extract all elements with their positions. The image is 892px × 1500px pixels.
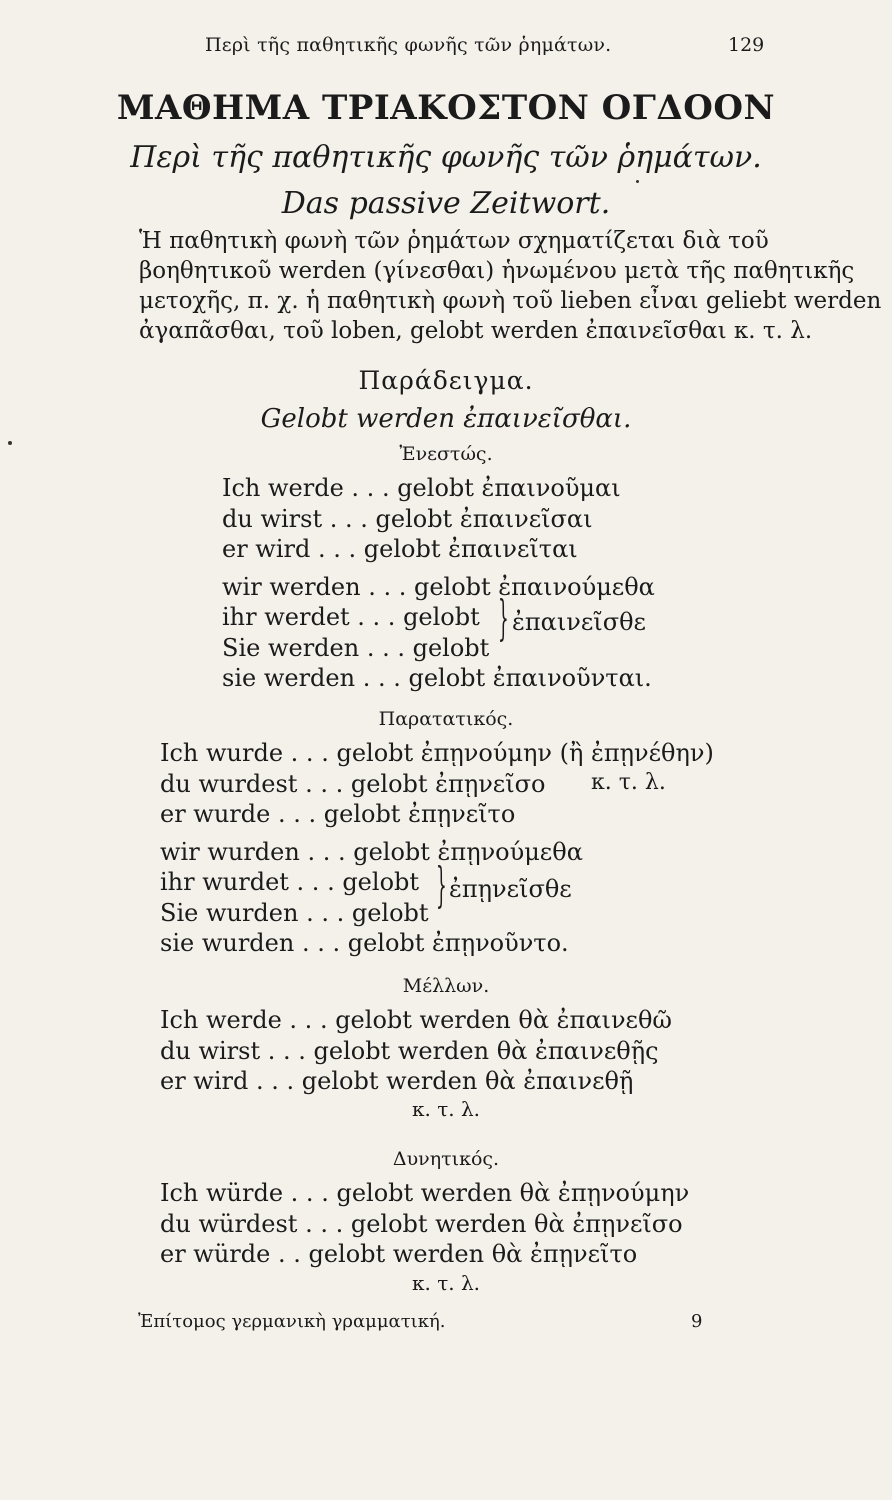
conj-line: er wird . . . gelobt werden θὰ ἐπαινεθῇ bbox=[160, 1067, 634, 1095]
mellon-block bbox=[160, 1005, 672, 1097]
paratatikos-heading: Παρατατικός. bbox=[378, 708, 514, 730]
conj-line: Ich werde . . . gelobt ἐπαινοῦμαι bbox=[222, 474, 621, 502]
bracket-form-enestos: ἐπαινεῖσθε bbox=[512, 608, 646, 636]
mellon-etc: κ. τ. λ. bbox=[411, 1097, 481, 1121]
subtitle-greek: Περὶ τῆς παθητικῆς φωνῆς τῶν ῥημάτων. bbox=[130, 140, 762, 175]
conj-line: wir wurden . . . gelobt ἐπῃνούμεθα bbox=[160, 837, 583, 866]
dynetikos-etc: κ. τ. λ. bbox=[411, 1271, 481, 1295]
conj-line: wir werden . . . gelobt ἐπαινούμεθα bbox=[222, 572, 655, 601]
ink-speck bbox=[636, 180, 639, 183]
mellon-heading: Μέλλων. bbox=[402, 975, 490, 997]
conj-line: du wurdest . . . gelobt ἐπῃνεῖσο bbox=[160, 769, 546, 798]
conj-line: sie wurden . . . gelobt ἐπῃνοῦντο. bbox=[160, 929, 569, 957]
example-heading: Gelobt werden ἐπαινεῖσθαι. bbox=[260, 404, 632, 434]
dynetikos-heading: Δυνητικός. bbox=[392, 1148, 500, 1170]
conj-line: Sie wurden . . . gelobt bbox=[160, 898, 429, 927]
conj-line: du wirst . . . gelobt ἐπαινεῖσαι bbox=[222, 504, 593, 533]
conj-line: du würdest . . . gelobt werden θὰ ἐπῃνεῖσο bbox=[160, 1209, 683, 1238]
brace-paratatikos: } bbox=[436, 857, 447, 913]
conj-line: Ich würde . . . gelobt werden θὰ ἐπῃνούμην bbox=[160, 1179, 690, 1207]
running-head: Περὶ τῆς παθητικῆς φωνῆς τῶν ῥημάτων. bbox=[205, 34, 612, 56]
conj-line: Sie werden . . . gelobt bbox=[222, 633, 490, 662]
intro-line: Ἡ παθητικὴ φωνὴ τῶν ῥημάτων σχηματίζεται διὰ τοῦ bbox=[139, 228, 769, 254]
conj-line: ihr wurdet . . . gelobt bbox=[160, 868, 420, 896]
lesson-title: ΜΑΘΗΜΑ ΤΡΙΑΚΟΣΤΟΝ ΟΓΔΟΟΝ bbox=[116, 88, 776, 128]
dynetikos-block bbox=[160, 1178, 689, 1270]
page-number: 129 bbox=[728, 34, 765, 56]
conj-line: du wirst . . . gelobt werden θὰ ἐπαινεθῇς bbox=[160, 1036, 659, 1065]
conj-line: Ich wurde . . . gelobt ἐπῃνούμην (ἢ ἐπῃνέθην) bbox=[160, 739, 714, 767]
conj-line: er würde . . gelobt werden θὰ ἐπῃνεῖτο bbox=[160, 1240, 638, 1268]
conj-line: er wird . . . gelobt ἐπαινεῖται bbox=[222, 535, 578, 563]
footer-signature: 9 bbox=[691, 1311, 703, 1332]
enestos-block bbox=[222, 473, 655, 694]
subtitle-german: Das passive Zeitwort. bbox=[281, 186, 611, 221]
intro-line: βοηθητικοῦ werden (γίνεσθαι) ἡνωμένου μετὰ τῆς παθητικῆς bbox=[139, 258, 855, 284]
paradeigma-heading: Παράδειγμα. bbox=[358, 366, 534, 395]
bracket-form-paratatikos: ἐπῃνεῖσθε bbox=[449, 875, 572, 903]
brace-enestos: } bbox=[498, 590, 509, 646]
ink-speck bbox=[8, 441, 12, 445]
intro-paragraph bbox=[139, 226, 881, 346]
intro-line: ἀγαπᾶσθαι, τοῦ loben, gelobt werden ἐπαινεῖσθαι κ. τ. λ. bbox=[139, 318, 813, 344]
paratatikos-etc: κ. τ. λ. bbox=[591, 770, 666, 795]
intro-line: μετοχῆς, π. χ. ἡ παθητικὴ φωνὴ τοῦ lieben εἶναι geliebt werden bbox=[139, 288, 882, 314]
footer-book-title: Ἐπίτομος γερμανικὴ γραμματική. bbox=[138, 1311, 446, 1332]
conj-line: Ich werde . . . gelobt werden θὰ ἐπαινεθῶ bbox=[160, 1006, 672, 1034]
enestos-heading: Ἐνεστώς. bbox=[399, 443, 493, 465]
conj-line: sie werden . . . gelobt ἐπαινοῦνται. bbox=[222, 664, 652, 692]
conj-line: ihr werdet . . . gelobt bbox=[222, 603, 480, 631]
conj-line: er wurde . . . gelobt ἐπῃνεῖτο bbox=[160, 800, 516, 828]
